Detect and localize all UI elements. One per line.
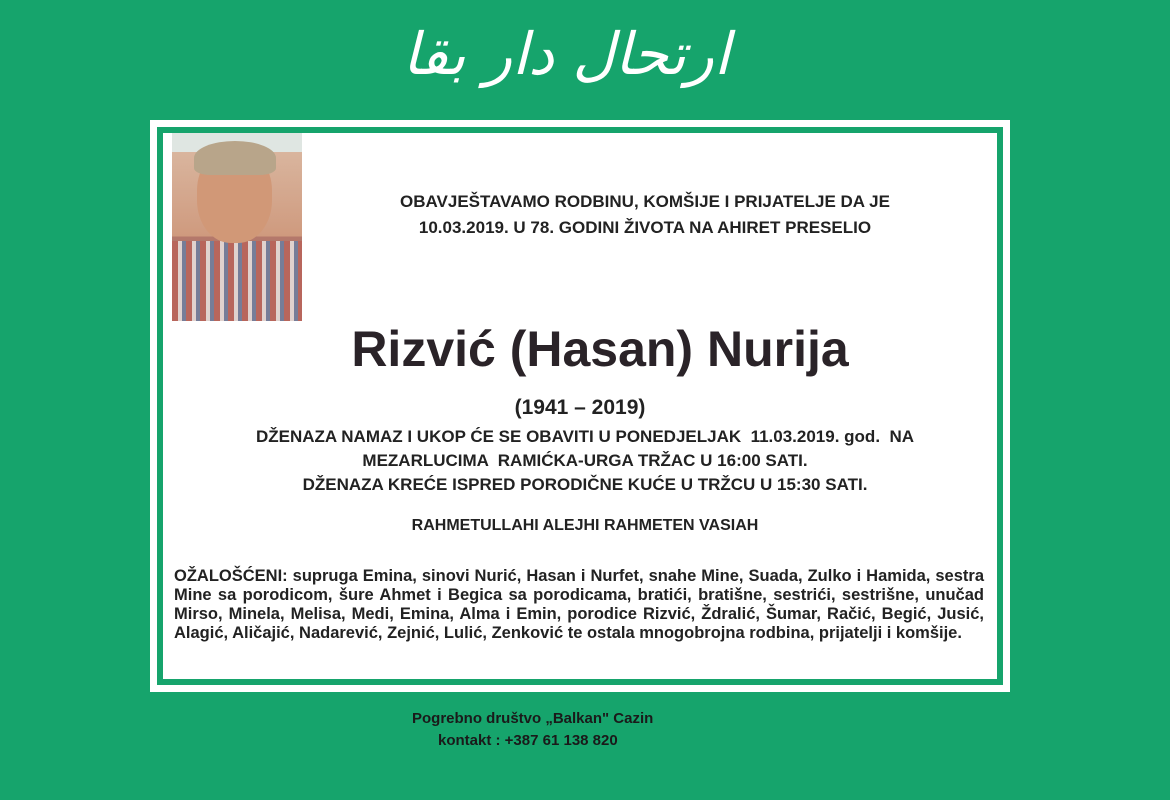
mourners-list: OŽALOŠĆENI: supruga Emina, sinovi Nurić, Hasan i Nurfet, snahe Mine, Suada, Zulko i Hamida, sestra Mine sa porodicom, šure Ahmet i Begica sa porodicama, bratići, bratišne, sestrići, sestrišne, unučad Mirso, Minela, Melisa, Medi, Emina, Alma i Emin, porodice Rizvić, Ždralić, Šumar, Račić, Begić, Jusić, Alagić, Aličajić, Nadarević, Zejnić, Lulić, Zenković te ostala mnogobrojna rodbina, prijatelji i komšije. — [174, 567, 984, 642]
footer — [412, 708, 653, 752]
funeral-line: MEZARLUCIMA RAMIĆKA-URGA TRŽAC U 16:00 SATI. — [362, 451, 808, 470]
intro-text — [313, 189, 977, 241]
intro-line: OBAVJEŠTAVAMO RODBINU, KOMŠIJE I PRIJATELJE DA JE — [400, 192, 890, 211]
deceased-name: Rizvić (Hasan) Nurija — [351, 321, 849, 377]
life-years: (1941 – 2019) — [514, 396, 646, 419]
deceased-photo — [172, 133, 302, 321]
calligraphy-logo: ارتحال دار بقا — [402, 20, 730, 88]
funeral-company: Pogrebno društvo „Balkan" Cazin — [412, 710, 654, 727]
funeral-line: DŽENAZA KREĆE ISPRED PORODIČNE KUĆE U TRŽCU U 15:30 SATI. — [302, 475, 868, 494]
funeral-line: DŽENAZA NAMAZ I UKOP ĆE SE OBAVITI U PONEDJELJAK 11.03.2019. god. NA — [255, 427, 915, 446]
contact-info: kontakt : +387 61 138 820 — [438, 732, 618, 749]
funeral-info — [173, 425, 997, 497]
prayer-text: RAHMETULLAHI ALEJHI RAHMETEN VASIAH — [411, 517, 759, 534]
obituary-frame — [150, 120, 1010, 692]
obituary-content — [157, 127, 1003, 685]
intro-line: 10.03.2019. U 78. GODINI ŽIVOTA NA AHIRET PRESELIO — [418, 218, 872, 237]
